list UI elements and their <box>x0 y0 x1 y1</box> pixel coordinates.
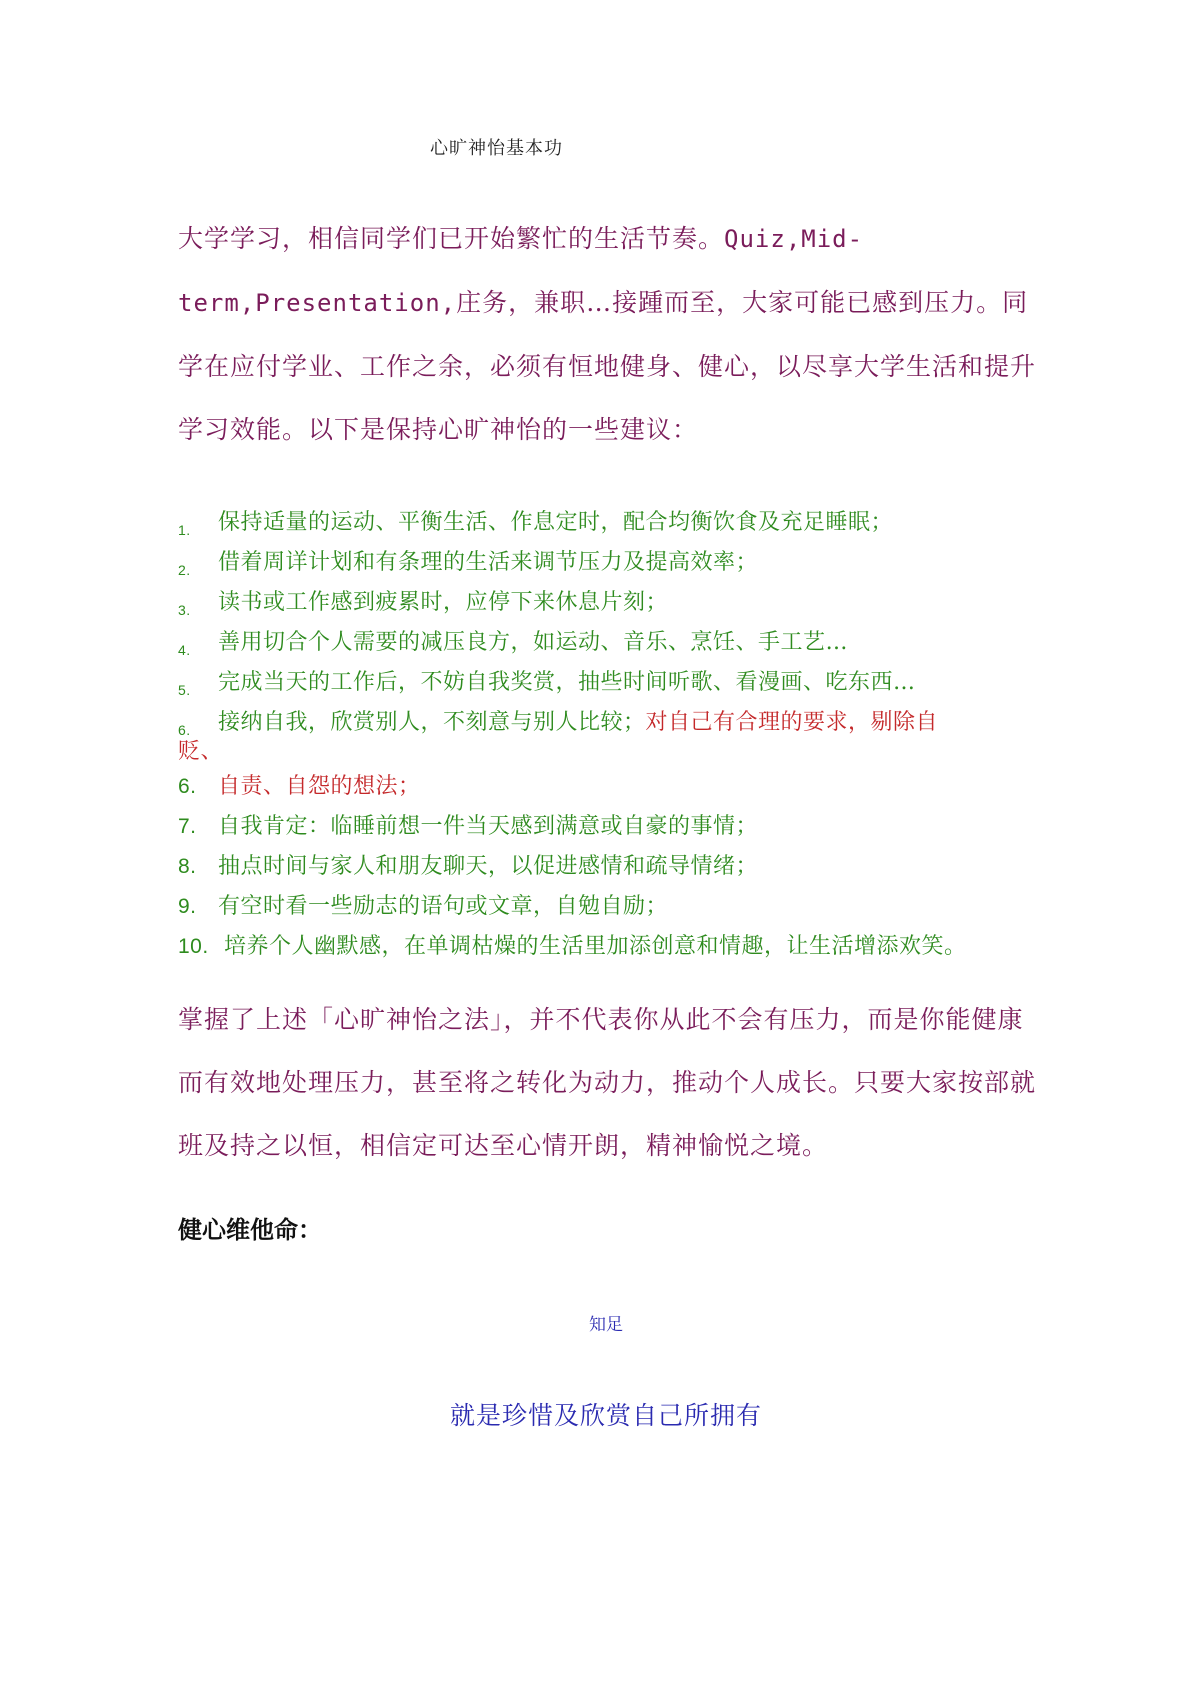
intro-text-1: 大学学习，相信同学们已开始繁忙的生活节奏。 <box>178 224 725 253</box>
list-item <box>178 769 421 800</box>
list-item <box>178 809 758 840</box>
list-number: 6. <box>178 775 197 798</box>
list-text: 有空时看一些励志的语句或文章，自勉自励； <box>218 894 669 919</box>
list-item <box>178 585 668 618</box>
list-item <box>178 849 758 880</box>
list-text-red: 自责、自怨的想法； <box>218 774 421 799</box>
list-number: 1. <box>178 522 191 538</box>
list-number: 7. <box>178 815 197 838</box>
vitamin-word: 知足 <box>589 1315 623 1335</box>
vitamin-definition: 就是珍惜及欣赏自己所拥有 <box>449 1401 762 1430</box>
list-item <box>178 505 893 538</box>
list-item <box>178 625 848 658</box>
list-text: 培养个人幽默感，在单调枯燥的生活里加添创意和情趣，让生活增添欢笑。 <box>224 934 967 959</box>
list-number: 9. <box>178 895 197 918</box>
document-title: 心旷神怡基本功 <box>430 138 563 159</box>
list-item-continuation: 贬、 <box>178 739 224 764</box>
list-number: 4. <box>178 642 191 658</box>
list-number: 10. <box>178 935 209 958</box>
list-item <box>178 929 967 960</box>
intro-latin-terms: Quiz,Mid-term,Presentation, <box>178 225 864 317</box>
closing-paragraph: 掌握了上述「心旷神怡之法」，并不代表你从此不会有压力，而是你能健康而有效地处理压力，甚至将之转化为动力，推动个人成长。只要大家按部就班及持之以恒，相信定可达至心情开朗，精神愉悦之境。 <box>178 1005 1037 1160</box>
list-text: 抽点时间与家人和朋友聊天，以促进感情和疏导情绪； <box>218 854 759 879</box>
list-number: 5. <box>178 682 191 698</box>
list-item <box>178 889 668 920</box>
list-number: 2. <box>178 562 191 578</box>
list-text-red: 对自己有合理的要求，剔除自 <box>645 710 939 735</box>
list-text: 借着周详计划和有条理的生活来调节压力及提高效率； <box>218 550 759 575</box>
list-text: 完成当天的工作后，不妨自我奖赏，抽些时间听歌、看漫画、吃东西… <box>218 670 916 695</box>
list-text: 接纳自我，欣赏别人，不刻意与别人比较； <box>218 710 646 735</box>
intro-paragraph <box>178 207 1038 461</box>
intro-text-2: 庄务，兼职…接踵而至，大家可能已感到压力。同学在应付学业、工作之余，必须有恒地健身、健心，以尽享大学生活和提升学习效能。以下是保持心旷神怡的一些建议： <box>178 288 1037 444</box>
list-text: 保持适量的运动、平衡生活、作息定时，配合均衡饮食及充足睡眠； <box>218 510 894 535</box>
vitamin-heading: 健心维他命： <box>178 1216 322 1244</box>
list-item <box>178 545 758 578</box>
list-item <box>178 665 916 698</box>
list-number: 8. <box>178 855 197 878</box>
list-text: 善用切合个人需要的减压良方，如运动、音乐、烹饪、手工艺… <box>218 630 849 655</box>
list-item <box>178 705 938 738</box>
list-number: 6. <box>178 722 191 738</box>
list-text: 读书或工作感到疲累时，应停下来休息片刻； <box>218 590 669 615</box>
list-text: 自我肯定：临睡前想一件当天感到满意或自豪的事情； <box>218 814 759 839</box>
list-number: 3. <box>178 602 191 618</box>
